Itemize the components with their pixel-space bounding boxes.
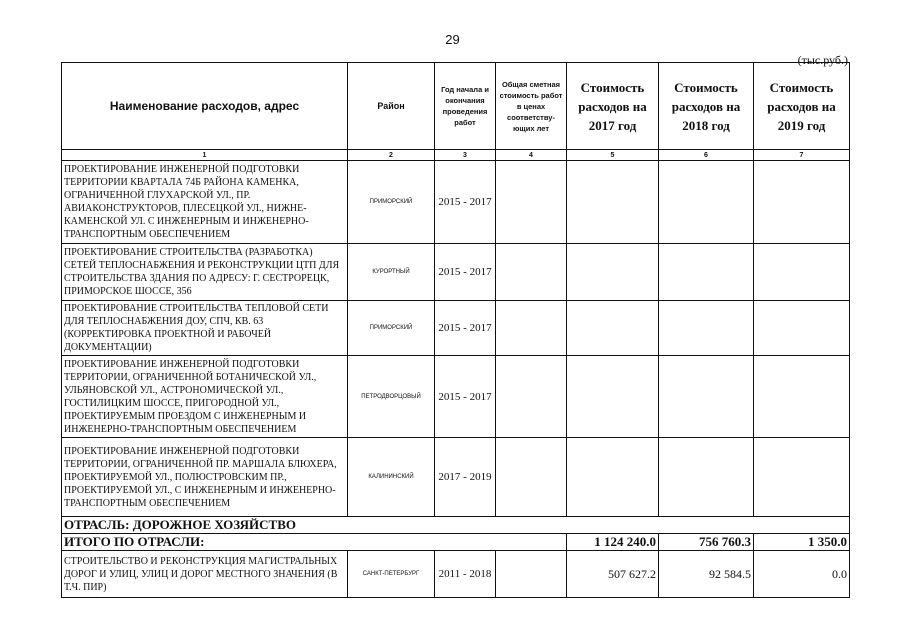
row-cost-2017	[567, 301, 659, 356]
section-title: ОТРАСЛЬ: ДОРОЖНОЕ ХОЗЯЙСТВО	[62, 517, 850, 534]
column-number: 3	[435, 150, 496, 161]
row-district: ПЕТРОДВОРЦОВЫЙ	[348, 356, 435, 438]
header-row	[62, 63, 850, 150]
column-number: 1	[62, 150, 348, 161]
row-estimate	[496, 438, 567, 517]
column-number: 5	[567, 150, 659, 161]
road-row-estimate	[496, 551, 567, 598]
units-label: (тыс.руб.)	[797, 53, 848, 67]
row-district: ПРИМОРСКИЙ	[348, 161, 435, 244]
row-district: ПРИМОРСКИЙ	[348, 301, 435, 356]
row-cost-2018	[659, 244, 754, 301]
row-cost-2017	[567, 161, 659, 244]
row-years: 2015 - 2017	[435, 244, 496, 301]
road-row-cost-2018: 92 584.5	[659, 551, 754, 598]
row-years: 2017 - 2019	[435, 438, 496, 517]
total-label: ИТОГО ПО ОТРАСЛИ:	[62, 534, 567, 551]
road-row-cost-2017: 507 627.2	[567, 551, 659, 598]
column-number: 7	[754, 150, 850, 161]
row-cost-2017	[567, 244, 659, 301]
table-row	[62, 356, 850, 438]
table-row	[62, 438, 850, 517]
column-number: 4	[496, 150, 567, 161]
row-cost-2018	[659, 161, 754, 244]
column-number: 2	[348, 150, 435, 161]
row-years: 2015 - 2017	[435, 356, 496, 438]
row-years: 2015 - 2017	[435, 161, 496, 244]
header-cost-2019: Стоимость расходов на 2019 год	[754, 63, 850, 150]
row-cost-2018	[659, 438, 754, 517]
column-number: 6	[659, 150, 754, 161]
header-cost-2017: Стоимость расходов на 2017 год	[567, 63, 659, 150]
total-cost-2018: 756 760.3	[659, 534, 754, 551]
table-row	[62, 551, 850, 598]
row-cost-2019	[754, 244, 850, 301]
row-estimate	[496, 356, 567, 438]
header-cost-2018: Стоимость расходов на 2018 год	[659, 63, 754, 150]
table-row	[62, 301, 850, 356]
row-cost-2017	[567, 438, 659, 517]
row-cost-2018	[659, 301, 754, 356]
row-name: ПРОЕКТИРОВАНИЕ ИНЖЕНЕРНОЙ ПОДГОТОВКИ ТЕРРИТОРИИ, ОГРАНИЧЕННОЙ ПР. МАРШАЛА БЛЮХЕРА, ПРОЕКТИРУЕМОЙ УЛ., ПОЛЮСТРОВСКИМ ПР., ПРОЕКТИРУЕМОЙ УЛ., С ИНЖЕНЕРНЫМ И ИНЖЕНЕРНО-ТРАНСПОРТНЫМ ОБЕСПЕЧЕНИЕМ	[62, 438, 348, 517]
budget-table	[61, 62, 850, 598]
table-row	[62, 161, 850, 244]
row-cost-2019	[754, 161, 850, 244]
row-estimate	[496, 301, 567, 356]
header-estimate: Общая сметная стоимость работ в ценах соответству-ющих лет	[496, 63, 567, 150]
header-years: Год начала и окончания проведения работ	[435, 63, 496, 150]
row-estimate	[496, 244, 567, 301]
row-cost-2018	[659, 356, 754, 438]
header-district: Район	[348, 63, 435, 150]
row-cost-2017	[567, 356, 659, 438]
row-district: КУРОРТНЫЙ	[348, 244, 435, 301]
total-cost-2017: 1 124 240.0	[567, 534, 659, 551]
page-number: 29	[445, 32, 460, 47]
table-row	[62, 244, 850, 301]
row-estimate	[496, 161, 567, 244]
section-row	[62, 517, 850, 534]
row-years: 2015 - 2017	[435, 301, 496, 356]
road-row-years: 2011 - 2018	[435, 551, 496, 598]
road-row-name: СТРОИТЕЛЬСТВО И РЕКОНСТРУКЦИЯ МАГИСТРАЛЬНЫХ ДОРОГ И УЛИЦ, УЛИЦ И ДОРОГ МЕСТНОГО ЗНАЧЕНИЯ (В Т.Ч. ПИР)	[62, 551, 348, 598]
row-cost-2019	[754, 301, 850, 356]
row-name: ПРОЕКТИРОВАНИЕ ИНЖЕНЕРНОЙ ПОДГОТОВКИ ТЕРРИТОРИИ КВАРТАЛА 74Б РАЙОНА КАМЕНКА, ОГРАНИЧЕННОЙ ГЛУХАРСКОЙ УЛ., ПР. АВИАКОНСТРУКТОРОВ, ПЛЕСЕЦКОЙ УЛ., НИЖНЕ-КАМЕНСКОЙ УЛ. С ИНЖЕНЕРНЫМ И ИНЖЕНЕРНО-ТРАНСПОРТНЫМ ОБЕСПЕЧЕНИЕМ	[62, 161, 348, 244]
row-name: ПРОЕКТИРОВАНИЕ СТРОИТЕЛЬСТВА (РАЗРАБОТКА) СЕТЕЙ ТЕПЛОСНАБЖЕНИЯ И РЕКОНСТРУКЦИИ ЦТП ДЛЯ СТРОИТЕЛЬСТВА ЗДАНИЯ ПО АДРЕСУ: Г. СЕСТРОРЕЦК, ПРИМОРСКОЕ ШОССЕ, 356	[62, 244, 348, 301]
road-row-district: САНКТ-ПЕТЕРБУРГ	[348, 551, 435, 598]
row-district: КАЛИНИНСКИЙ	[348, 438, 435, 517]
row-cost-2019	[754, 356, 850, 438]
total-cost-2019: 1 350.0	[754, 534, 850, 551]
road-row-cost-2019: 0.0	[754, 551, 850, 598]
header-name: Наименование расходов, адрес	[62, 63, 348, 150]
total-row	[62, 534, 850, 551]
row-name: ПРОЕКТИРОВАНИЕ ИНЖЕНЕРНОЙ ПОДГОТОВКИ ТЕРРИТОРИИ, ОГРАНИЧЕННОЙ БОТАНИЧЕСКОЙ УЛ., УЛЬЯНОВСКОЙ УЛ., АСТРОНОМИЧЕСКОЙ УЛ., ГОСТИЛИЦКИМ ШОССЕ, ПРИГОРОДНОЙ УЛ., ПРОЕКТИРУЕМЫМ ПРОЕЗДОМ С ИНЖЕНЕРНЫМ И ИНЖЕНЕРНО-ТРАНСПОРТНЫМ ОБЕСПЕЧЕНИЕМ	[62, 356, 348, 438]
row-cost-2019	[754, 438, 850, 517]
column-number-row	[62, 150, 850, 161]
row-name: ПРОЕКТИРОВАНИЕ СТРОИТЕЛЬСТВА ТЕПЛОВОЙ СЕТИ ДЛЯ ТЕПЛОСНАБЖЕНИЯ ДОУ, СПЧ, КВ. 63 (КОРРЕКТИРОВКА ПРОЕКТНОЙ И РАБОЧЕЙ ДОКУМЕНТАЦИИ)	[62, 301, 348, 356]
